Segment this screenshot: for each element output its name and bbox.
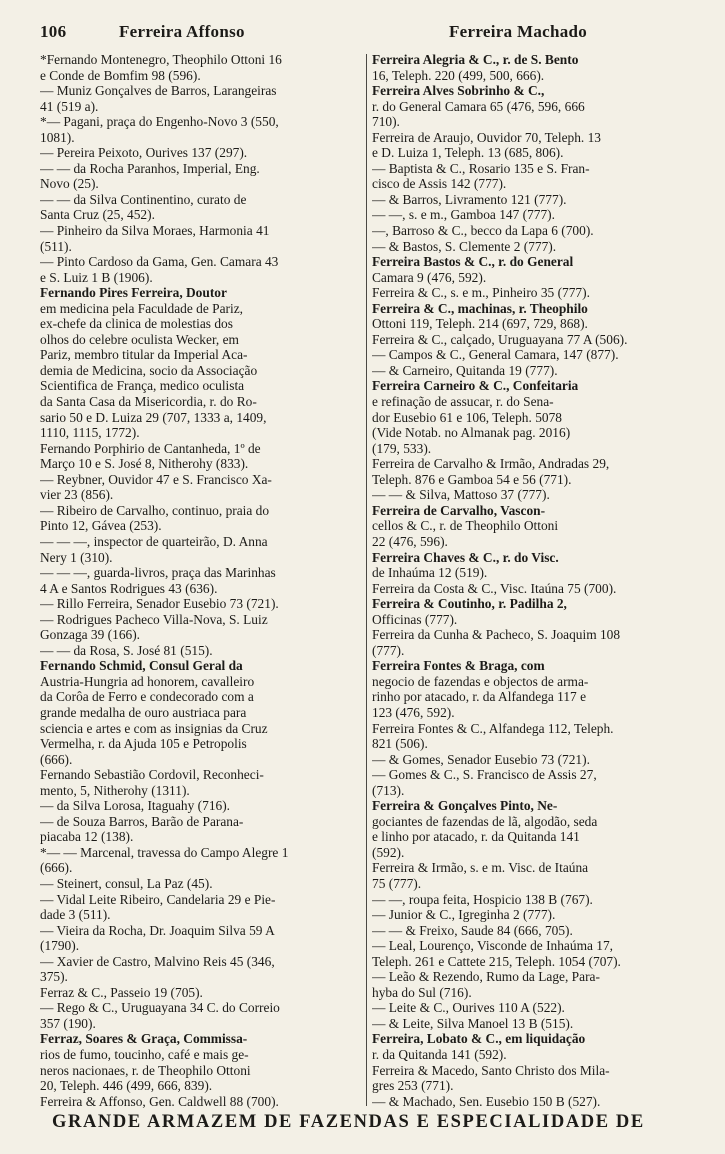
entry-line: Scientifica de França, medico oculista <box>40 378 245 394</box>
entry-line: Gonzaga 39 (166). <box>40 627 141 643</box>
entry-line: — — da Rosa, S. José 81 (515). <box>40 642 213 658</box>
entry-line: neros nacionaes, r. de Theophilo Ottoni <box>40 1062 251 1078</box>
entry-line: Ferreira Fontes & C., Alfandega 112, Teleph. <box>372 720 614 736</box>
entry-line: r. do General Camara 65 (476, 596, 666 <box>372 98 585 114</box>
entry-line: (666). <box>40 751 73 767</box>
entry-line: vier 23 (856). <box>40 487 114 503</box>
entry-line: (777). <box>372 642 405 658</box>
entry-line: — Pereira Peixoto, Ourives 137 (297). <box>40 145 248 161</box>
entry-line: Ferreira & C., calçado, Uruguayana 77 A (506). <box>372 331 628 347</box>
entry-line: Ferreira de Araujo, Ouvidor 70, Teleph. 13 <box>372 129 601 145</box>
entry-line: 16, Teleph. 220 (499, 500, 666). <box>372 67 545 83</box>
entry-line: — Ribeiro de Carvalho, continuo, praia do <box>40 502 270 518</box>
entry-line: Fernando Schmid, Consul Geral da <box>40 658 243 674</box>
entry-line: Ferreira da Costa & C., Visc. Itaúna 75 (700). <box>372 580 617 596</box>
entry-line: — — & Freixo, Saude 84 (666, 705). <box>372 922 573 938</box>
entry-line: — — da Rocha Paranhos, Imperial, Eng. <box>40 160 260 176</box>
entry-line: e D. Luiza 1, Teleph. 13 (685, 806). <box>372 145 564 161</box>
entry-line: Ferreira Alegria & C., r. de S. Bento <box>372 52 579 67</box>
entry-line: e linho por atacado, r. da Quitanda 141 <box>372 829 580 845</box>
entry-line: — Gomes & C., S. Francisco de Assis 27, <box>372 767 597 783</box>
entry-line: e S. Luiz 1 B (1906). <box>40 269 153 285</box>
entry-line: — Leite & C., Ourives 110 A (522). <box>372 1000 565 1016</box>
column-divider <box>366 54 367 1106</box>
entry-line: Ferreira & Gonçalves Pinto, Ne- <box>372 798 558 814</box>
entry-line: negocio de fazendas e objectos de arma- <box>372 673 589 689</box>
entry-line: — Rillo Ferreira, Senador Eusebio 73 (721). <box>40 596 279 612</box>
entry-line: dor Eusebio 61 e 106, Teleph. 5078 <box>372 409 562 425</box>
entry-line: *— Pagani, praça do Engenho-Novo 3 (550, <box>40 114 279 130</box>
entry-line: Austria-Hungria ad honorem, cavalleiro <box>40 673 255 689</box>
entry-line: Ferreira & C., s. e m., Pinheiro 35 (777). <box>372 285 590 301</box>
entry-line: r. da Quitanda 141 (592). <box>372 1047 507 1062</box>
entry-line: gociantes de fazendas de lã, algodão, seda <box>372 813 598 829</box>
entry-line: Março 10 e S. José 8, Nitherohy (833). <box>40 456 249 472</box>
entry-line: Ferreira Fontes & Braga, com <box>372 658 545 674</box>
entry-line: mento, 5, Nitherohy (1311). <box>40 782 190 798</box>
entry-line: rinho por atacado, r. da Alfandega 117 e <box>372 689 587 705</box>
entry-line: Vermelha, r. da Ajuda 105 e Petropolis <box>40 736 247 752</box>
entry-line: (713). <box>372 782 405 798</box>
entry-line: — Baptista & C., Rosario 135 e S. Fran- <box>372 160 590 176</box>
entry-line: Santa Cruz (25, 452). <box>40 207 155 223</box>
entry-line: e refinação de assucar, r. do Sena- <box>372 394 554 410</box>
entry-line: Teleph. 876 e Gamboa 54 e 56 (771). <box>372 471 572 487</box>
entry-line: Pariz, membro titular da Imperial Aca- <box>40 347 248 363</box>
entry-line: Officinas (777). <box>372 611 458 627</box>
entry-line: — Reybner, Ouvidor 47 e S. Francisco Xa- <box>40 471 272 487</box>
entry-line: (666). <box>40 860 73 876</box>
entry-line: — & Barros, Livramento 121 (777). <box>372 191 567 207</box>
entry-line: Fernando Porphirio de Cantanheda, 1º de <box>40 440 261 456</box>
entry-line: Ferreira & Irmão, s. e m. Visc. de Itaúna <box>372 860 589 876</box>
entry-line: Ferreira de Carvalho & Irmão, Andradas 29, <box>372 456 610 472</box>
entry-line: 357 (190). <box>40 1015 96 1031</box>
entry-line: —, Barroso & C., becco da Lapa 6 (700). <box>372 223 594 239</box>
entry-line: — & Bastos, S. Clemente 2 (777). <box>372 238 557 254</box>
entry-line: — da Silva Lorosa, Itaguahy (716). <box>40 798 231 814</box>
entry-line: Ferraz & C., Passeio 19 (705). <box>40 984 203 1000</box>
entry-line: Pinto 12, Gávea (253). <box>40 518 162 534</box>
right-running-head: Ferreira Machado <box>449 22 588 41</box>
entry-line: Fernando Sebastião Cordovil, Reconheci- <box>40 767 264 783</box>
entry-line: 20, Teleph. 446 (499, 666, 839). <box>40 1078 213 1094</box>
entry-line: Nery 1 (310). <box>40 549 113 565</box>
entry-line: da Santa Casa da Misericordia, r. do Ro- <box>40 394 257 410</box>
entry-line: cisco de Assis 142 (777). <box>372 176 507 192</box>
entry-line: — Vidal Leite Ribeiro, Candelaria 29 e Pie- <box>40 891 276 907</box>
entry-line: 375). <box>40 969 68 985</box>
entry-line: Ferreira Carneiro & C., Confeitaria <box>372 378 579 394</box>
entry-line: (179, 533). <box>372 440 432 456</box>
entry-line: rios de fumo, toucinho, café e mais ge- <box>40 1047 249 1062</box>
entry-line: gres 253 (771). <box>372 1078 454 1094</box>
entry-line: *— — Marcenal, travessa do Campo Alegre 1 <box>40 844 289 860</box>
entry-line: — Junior & C., Igreginha 2 (777). <box>372 907 556 923</box>
left-running-head: Ferreira Affonso <box>119 22 245 41</box>
entry-line: — Muniz Gonçalves de Barros, Larangeiras <box>40 83 277 99</box>
entry-line: — & Leite, Silva Manoel 13 B (515). <box>372 1015 574 1031</box>
entry-line: Ferreira, Lobato & C., em liquidação <box>372 1031 586 1047</box>
entry-line: — Rego & C., Uruguayana 34 C. do Correio <box>40 1000 280 1016</box>
entry-line: Ferreira Chaves & C., r. do Visc. <box>372 549 559 565</box>
entry-line: de Inhaúma 12 (519). <box>372 565 488 581</box>
entry-line: — — da Silva Continentino, curato de <box>40 191 247 207</box>
entry-line: — Campos & C., General Camara, 147 (877). <box>372 347 619 363</box>
entry-line: — Pinto Cardoso da Gama, Gen. Camara 43 <box>40 254 279 270</box>
entry-line: sario 50 e D. Luiza 29 (707, 1333 a, 1409, <box>40 409 267 425</box>
entry-line: — de Souza Barros, Barão de Parana- <box>40 813 244 829</box>
entry-line: grande medalha de ouro austriaca para <box>40 704 247 720</box>
entry-line: Ferreira Bastos & C., r. do General <box>372 254 574 270</box>
entry-line: demia de Medicina, socio da Associação <box>40 362 258 378</box>
entry-line: (592). <box>372 844 405 860</box>
entry-line: sciencia e artes e com as insignias da Cruz <box>40 720 268 736</box>
entry-line: Ottoni 119, Teleph. 214 (697, 729, 868). <box>372 316 588 332</box>
running-header <box>36 22 705 48</box>
entry-line: Camara 9 (476, 592). <box>372 269 487 285</box>
entry-line: — — —, guarda-livros, praça das Marinhas <box>40 565 276 581</box>
entry-line: 821 (506). <box>372 736 428 752</box>
entry-line: — Steinert, consul, La Paz (45). <box>40 875 213 891</box>
entry-line: Fernando Pires Ferreira, Doutor <box>40 285 227 301</box>
entry-line: — Rodrigues Pacheco Villa-Nova, S. Luiz <box>40 611 268 627</box>
page-number: 106 <box>40 22 67 41</box>
footer-banner: GRANDE ARMAZEM DE FAZENDAS E ESPECIALIDADE DE <box>52 1112 645 1132</box>
entry-line: — Pinheiro da Silva Moraes, Harmonia 41 <box>40 223 270 239</box>
entry-line: em medicina pela Faculdade de Pariz, <box>40 300 244 316</box>
entry-line: Ferreira de Carvalho, Vascon- <box>372 502 546 518</box>
entry-line: *Fernando Montenegro, Theophilo Ottoni 16 <box>40 52 282 67</box>
entry-line: e Conde de Bomfim 98 (596). <box>40 67 201 83</box>
entry-line: Ferreira Alves Sobrinho & C., <box>372 83 545 99</box>
entry-line: (Vide Notab. no Almanak pag. 2016) <box>372 425 571 441</box>
entry-line: dade 3 (511). <box>40 907 111 923</box>
entry-line: Ferreira & Coutinho, r. Padilha 2, <box>372 596 567 612</box>
entry-line: — —, roupa feita, Hospicio 138 B (767). <box>372 891 593 907</box>
entry-line: 710). <box>372 114 400 130</box>
entry-line: Ferreira & Affonso, Gen. Caldwell 88 (700). <box>40 1093 279 1109</box>
entry-line: olhos do celebre oculista Wecker, em <box>40 331 239 347</box>
entry-line: hyba do Sul (716). <box>372 984 472 1000</box>
entry-line: — Vieira da Rocha, Dr. Joaquim Silva 59 A <box>40 922 275 938</box>
entry-line: 123 (476, 592). <box>372 704 455 720</box>
entry-line: — Leal, Lourenço, Visconde de Inhaúma 17, <box>372 938 614 954</box>
entry-line: 1110, 1115, 1772). <box>40 425 140 441</box>
entry-line: (1790). <box>40 938 80 954</box>
entry-line: Ferreira da Cunha & Pacheco, S. Joaquim 108 <box>372 627 621 643</box>
entry-line: — & Carneiro, Quitanda 19 (777). <box>372 362 558 378</box>
entry-line: da Corôa de Ferro e condecorado com a <box>40 689 254 705</box>
entry-line: Ferraz, Soares & Graça, Commissa- <box>40 1031 248 1047</box>
entry-line: 75 (777). <box>372 875 422 891</box>
entry-line: — — —, inspector de quarteirão, D. Anna <box>40 533 268 549</box>
entry-line: cellos & C., r. de Theophilo Ottoni <box>372 518 559 534</box>
right-column <box>372 52 694 1109</box>
entry-line: — & Machado, Sen. Eusebio 150 B (527). <box>372 1093 601 1109</box>
entry-line: Teleph. 261 e Cattete 215, Teleph. 1054 (707). <box>372 953 621 969</box>
entry-line: — — & Silva, Mattoso 37 (777). <box>372 487 550 503</box>
entry-line: 41 (519 a). <box>40 98 99 114</box>
entry-line: — Leão & Rezendo, Rumo da Lage, Para- <box>372 969 600 985</box>
entry-line: piacaba 12 (138). <box>40 829 134 845</box>
entry-line: Ferreira & C., machinas, r. Theophilo <box>372 300 588 316</box>
entry-line: 22 (476, 596). <box>372 533 448 549</box>
entry-line: 1081). <box>40 129 75 145</box>
entry-line: — Xavier de Castro, Malvino Reis 45 (346, <box>40 953 275 969</box>
entry-line: Ferreira & Macedo, Santo Christo dos Mila- <box>372 1062 610 1078</box>
entry-line: 4 A e Santos Rodrigues 43 (636). <box>40 580 218 596</box>
entry-line: ex-chefe da clinica de molestias dos <box>40 316 233 332</box>
left-column <box>40 52 362 1109</box>
entry-line: (511). <box>40 238 72 254</box>
entry-line: — & Gomes, Senador Eusebio 73 (721). <box>372 751 590 767</box>
entry-line: Novo (25). <box>40 176 99 192</box>
entry-line: — —, s. e m., Gamboa 147 (777). <box>372 207 555 223</box>
